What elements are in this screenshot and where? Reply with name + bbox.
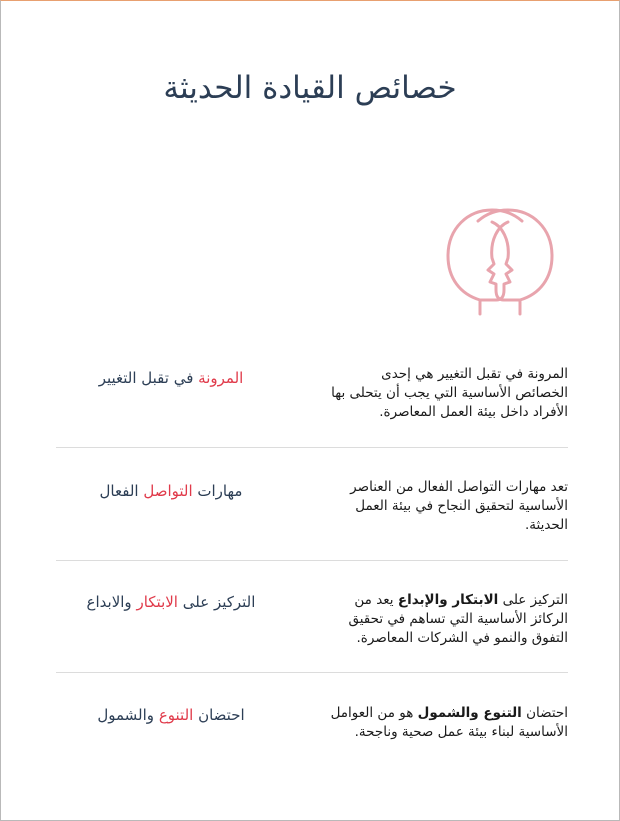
feature-description	[326, 704, 568, 742]
label-lead: التركيز على	[177, 593, 256, 611]
desc-lead: التركيز على	[498, 592, 568, 608]
desc-rest: هو من العوامل الأساسية لبناء بيئة عمل صحية وناجحة.	[330, 705, 568, 740]
label-lead: مهارات	[192, 482, 243, 500]
divider	[56, 560, 568, 561]
label-highlight: التواصل	[143, 482, 193, 500]
feature-label	[56, 593, 286, 611]
label-rest: في تقبل التغيير	[98, 369, 199, 387]
feature-label	[56, 706, 286, 724]
label-highlight: المرونة	[198, 369, 244, 387]
desc-rest: يعد من الركائز الأساسية التي تساهم في تحقيق التفوق والنمو في الشركات المعاصرة.	[348, 592, 568, 646]
feature-label	[56, 369, 286, 387]
label-rest: الفعال	[99, 482, 144, 500]
feature-description	[326, 591, 568, 648]
desc-lead: احتضان	[521, 705, 568, 721]
label-rest: والابداع	[86, 593, 137, 611]
desc-bold: الابتكار والإبداع	[397, 592, 499, 608]
label-rest: والشمول	[97, 706, 159, 724]
label-lead: احتضان	[193, 706, 245, 724]
label-highlight: الابتكار	[136, 593, 178, 611]
feature-description: تعد مهارات التواصل الفعال من العناصر الأساسية لتحقيق النجاح في بيئة العمل الحديثة.	[350, 479, 568, 533]
desc-bold: التنوع والشمول	[417, 705, 522, 721]
label-highlight: التنوع	[158, 706, 194, 724]
page-title: خصائص القيادة الحديثة	[163, 70, 457, 106]
two-heads-profile-icon	[440, 204, 560, 316]
feature-label	[56, 482, 286, 500]
divider	[56, 672, 568, 673]
divider	[56, 447, 568, 448]
feature-description: المرونة في تقبل التغيير هي إحدى الخصائص الأساسية التي يجب أن يتحلى بها الأفراد داخل بيئة العمل المعاصرة.	[331, 366, 568, 420]
